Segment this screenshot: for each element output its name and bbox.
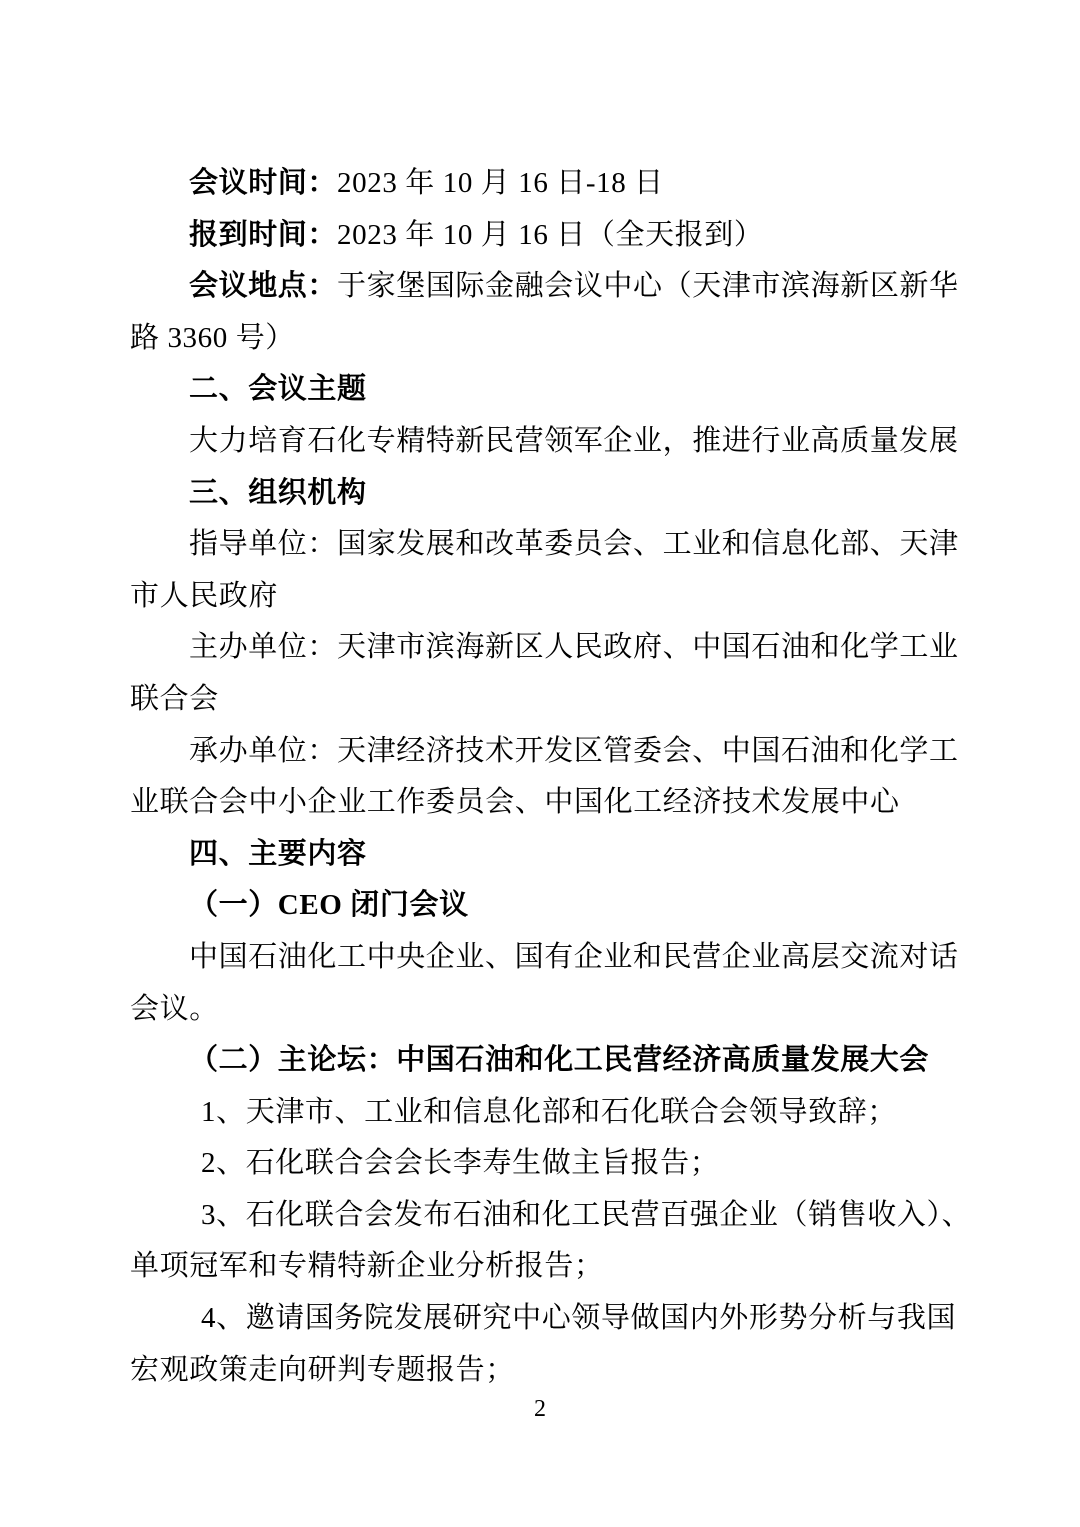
text-line [130,1241,952,1293]
text-segment: 3、石化联合会发布石油和化工民营百强企业（销售收入）、 [201,1198,972,1231]
text-line [130,829,952,881]
text-segment: 二、会议主题 [189,373,367,406]
text-segment: （一）CEO 闭门会议 [189,889,469,922]
text-line [130,1087,952,1139]
text-segment: 主办单位：天津市滨海新区人民政府、中国石油和化学工业 [189,631,959,664]
text-line [130,1345,952,1397]
text-line [130,519,959,571]
text-segment: （二）主论坛：中国石油和化工民营经济高质量发展大会 [189,1044,930,1077]
text-line [130,1138,952,1190]
text-segment: 会议地点： [189,270,338,303]
text-segment: 会议。 [130,992,219,1025]
text-segment: 4、邀请国务院发展研究中心领导做国内外形势分析与我国 [201,1302,957,1335]
text-line [130,674,952,726]
text-line [130,158,952,210]
text-line [130,468,952,520]
text-segment: 宏观政策走向研判专题报告； [130,1353,515,1386]
text-line [130,880,952,932]
text-line [130,777,952,829]
text-line [130,571,952,623]
text-line [130,622,959,674]
text-line [130,261,959,313]
text-line [130,1035,952,1087]
text-segment: 会议时间： [189,167,338,199]
text-segment: 1、天津市、工业和信息化部和石化联合会领导致辞； [201,1095,897,1128]
text-line [130,364,952,416]
text-segment: 2、石化联合会会长李寿生做主旨报告； [201,1147,720,1180]
text-line [130,932,959,984]
page-number: 2 [534,1396,546,1422]
text-segment: 中国石油化工中央企业、国有企业和民营企业高层交流对话 [189,940,959,973]
text-segment: 2023 年 10 月 16 日（全天报到） [337,218,764,251]
text-line [130,210,952,262]
text-segment: 大力培育石化专精特新民营领军企业，推进行业高质量发展 [189,424,959,457]
text-segment: 于家堡国际金融会议中心（天津市滨海新区新华 [337,270,959,303]
text-line [130,1293,957,1345]
text-segment: 承办单位：天津经济技术开发区管委会、中国石油和化学工 [189,734,959,767]
text-segment: 四、主要内容 [189,837,367,870]
text-segment: 三、组织机构 [189,476,367,509]
text-line [130,1190,972,1242]
text-line [130,416,959,468]
text-segment: 路 3360 号） [130,321,295,354]
text-line [130,313,952,365]
text-segment: 业联合会中小企业工作委员会、中国化工经济技术发展中心 [130,786,900,819]
text-segment: 指导单位：国家发展和改革委员会、工业和信息化部、天津 [189,528,959,561]
text-line [130,984,952,1036]
text-segment: 单项冠军和专精特新企业分析报告； [130,1250,604,1283]
text-segment: 市人民政府 [130,579,279,612]
text-line [130,726,959,778]
document-lines [130,158,972,1396]
text-segment: 报到时间： [189,218,338,251]
text-segment: 2023 年 10 月 16 日-18 日 [337,167,664,199]
text-segment: 联合会 [130,682,219,715]
